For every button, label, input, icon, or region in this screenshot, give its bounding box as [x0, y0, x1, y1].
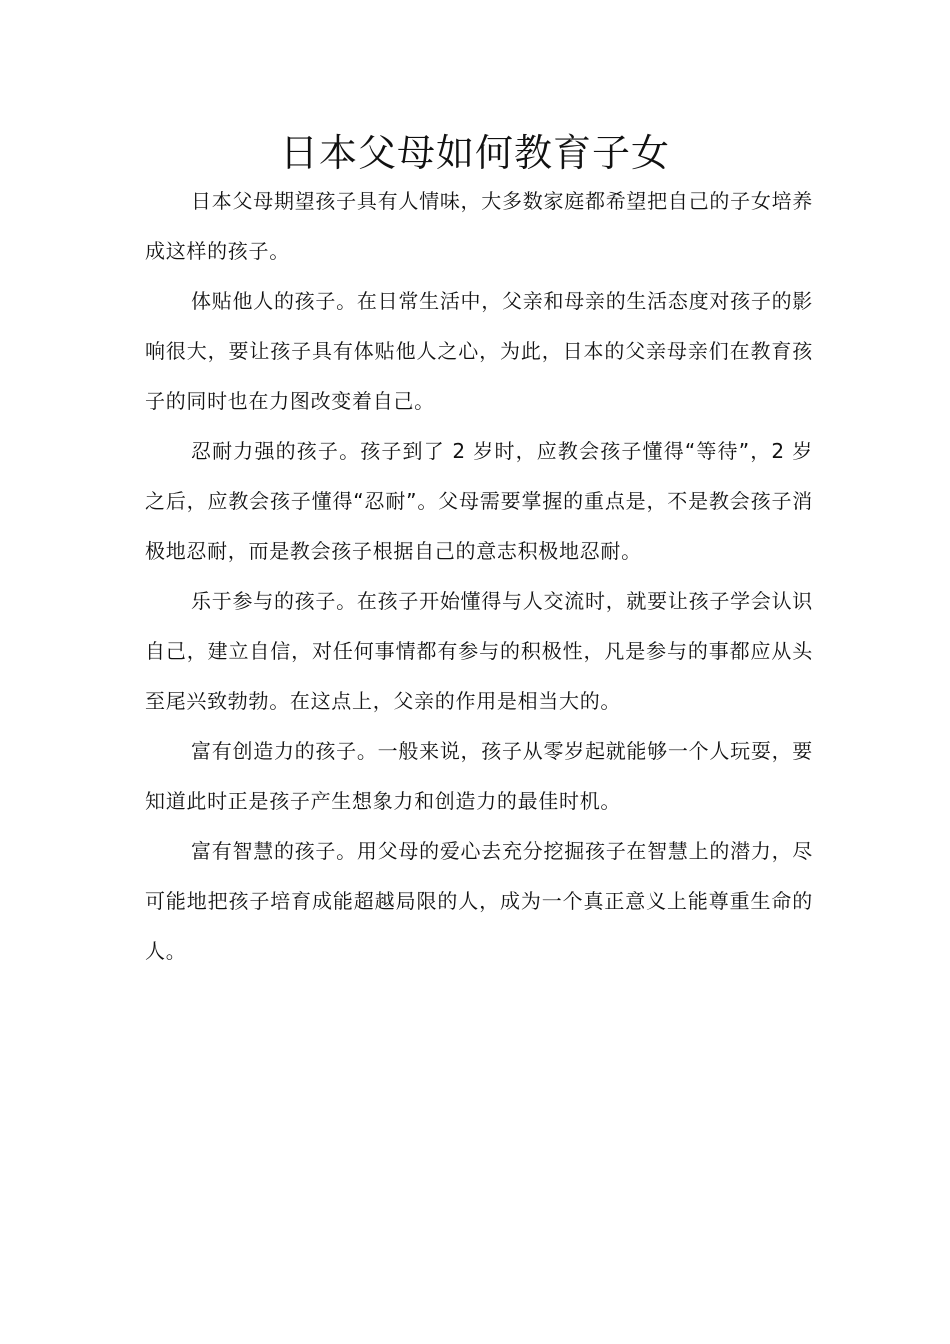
- paragraph-wisdom: 富有智慧的孩子。用父母的爱心去充分挖掘孩子在智慧上的潜力，尽可能地把孩子培育成能超越局限的人，成为一个真正意义上能尊重生命的人。: [145, 839, 813, 963]
- paragraph-patience: 忍耐力强的孩子。孩子到了 2 岁时，应教会孩子懂得“等待”，2 岁之后，应教会孩子懂得“忍耐”。父母需要掌握的重点是，不是教会孩子消极地忍耐，而是教会孩子根据自己的意志积极地忍耐。: [145, 439, 813, 563]
- paragraph-considerate: 体贴他人的孩子。在日常生活中，父亲和母亲的生活态度对孩子的影响很大，要让孩子具有体贴他人之心，为此，日本的父亲母亲们在教育孩子的同时也在力图改变着自己。: [145, 289, 813, 413]
- paragraph-participation: 乐于参与的孩子。在孩子开始懂得与人交流时，就要让孩子学会认识自己，建立自信，对任何事情都有参与的积极性，凡是参与的事都应从头至尾兴致勃勃。在这点上，父亲的作用是相当大的。: [145, 589, 813, 713]
- paragraph-intro: 日本父母期望孩子具有人情味，大多数家庭都希望把自己的子女培养成这样的孩子。: [145, 189, 813, 263]
- document-body: [145, 176, 813, 976]
- paragraph-creativity: 富有创造力的孩子。一般来说，孩子从零岁起就能够一个人玩耍，要知道此时正是孩子产生想象力和创造力的最佳时机。: [145, 739, 813, 813]
- document-title: 日本父母如何教育子女: [279, 131, 670, 175]
